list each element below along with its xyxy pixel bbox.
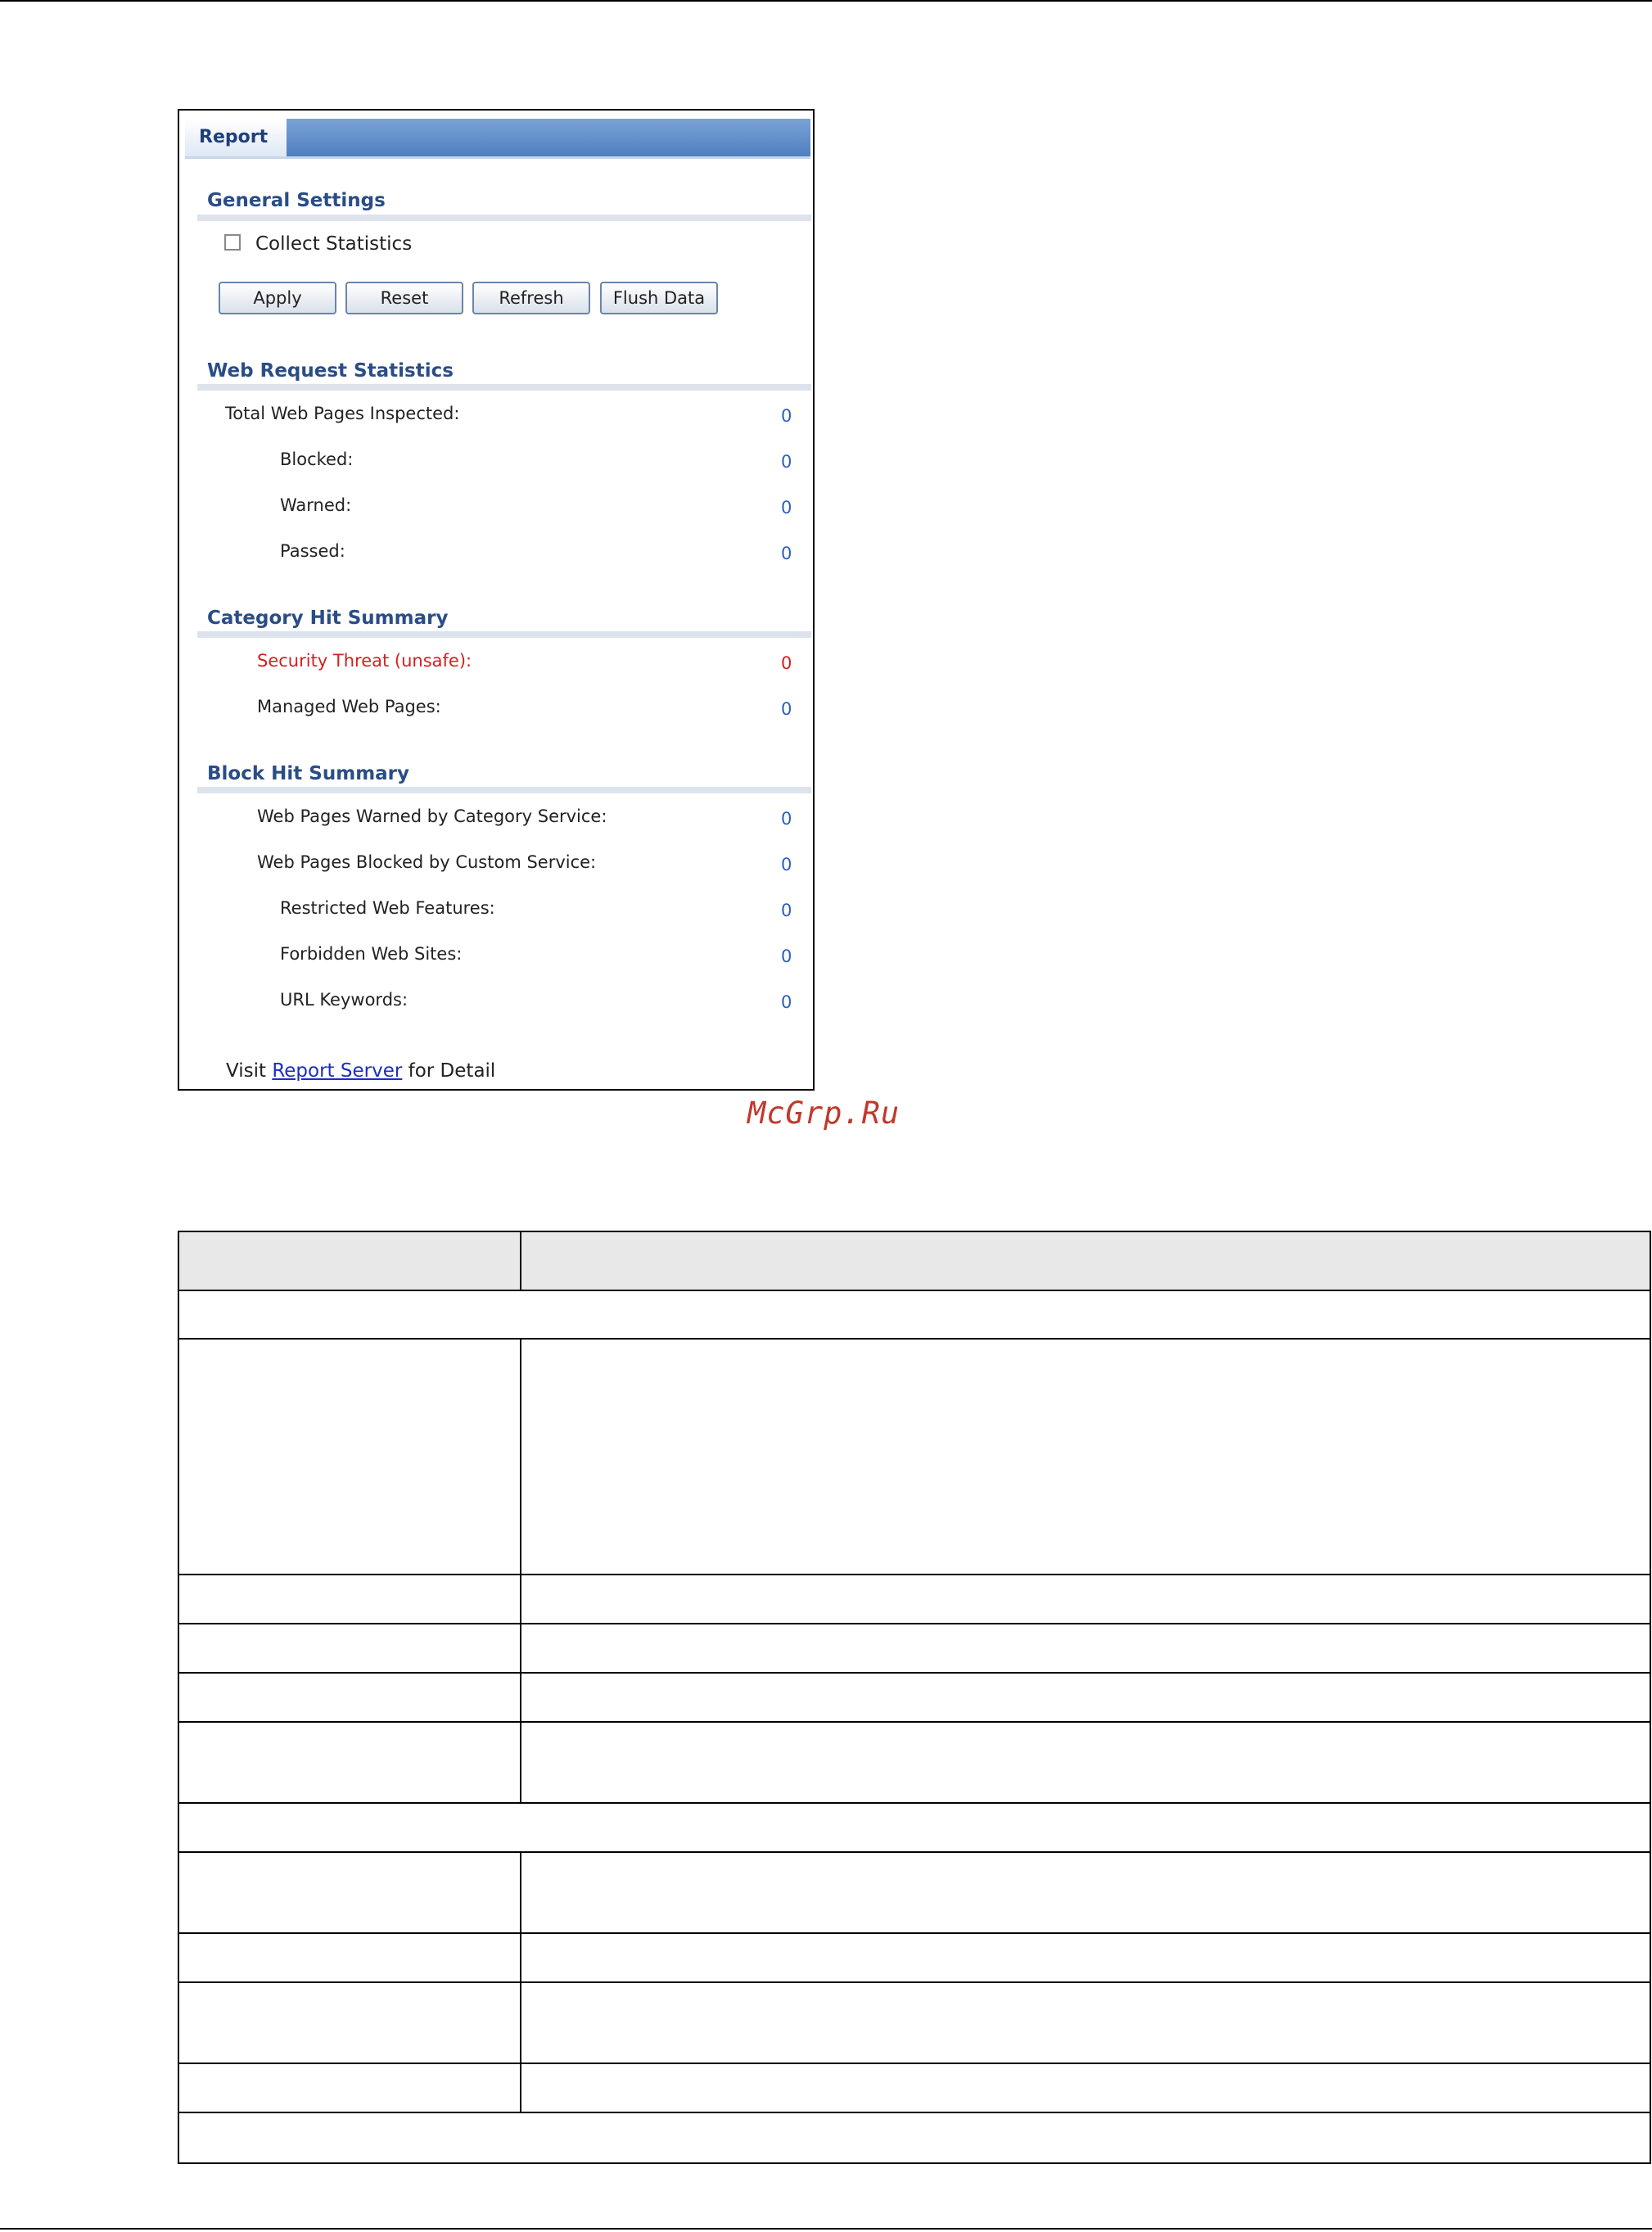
table-cell <box>521 1722 1650 1803</box>
table-cell <box>521 1624 1650 1673</box>
section-divider <box>197 215 811 221</box>
forbidden-web-sites-value: 0 <box>781 947 792 966</box>
table-cell <box>178 1290 1650 1339</box>
warned-label: Warned: <box>280 495 352 515</box>
table-cell <box>521 1852 1650 1933</box>
table-row <box>178 1673 1650 1722</box>
table-cell <box>178 2063 521 2112</box>
security-threat-value: 0 <box>781 653 792 673</box>
visit-report-server-line <box>226 1060 495 1082</box>
reset-button[interactable]: Reset <box>345 282 463 314</box>
refresh-button[interactable]: Refresh <box>472 282 590 314</box>
block-hit-summary-title: Block Hit Summary <box>207 763 410 784</box>
category-hit-summary-title: Category Hit Summary <box>207 608 449 629</box>
warned-value: 0 <box>781 498 792 517</box>
forbidden-web-sites-label: Forbidden Web Sites: <box>280 944 463 964</box>
watermark-text: McGrp.Ru <box>747 1096 900 1131</box>
warned-by-category-value: 0 <box>781 809 792 829</box>
table-cell <box>178 1673 521 1722</box>
bottom-rule <box>0 2228 1652 2230</box>
blocked-by-custom-label: Web Pages Blocked by Custom Service: <box>257 852 597 872</box>
restricted-web-features-value: 0 <box>781 901 792 920</box>
table-row <box>178 1339 1650 1575</box>
total-web-pages-inspected-label: Total Web Pages Inspected: <box>225 404 460 423</box>
table-row <box>178 1290 1650 1339</box>
table-row <box>178 1803 1650 1852</box>
section-divider <box>197 384 811 391</box>
table-cell <box>178 1933 521 1982</box>
table-cell <box>521 1575 1650 1624</box>
url-keywords-label: URL Keywords: <box>280 990 408 1010</box>
table-row <box>178 1933 1650 1982</box>
table-header-row <box>178 1231 1650 1290</box>
restricted-web-features-label: Restricted Web Features: <box>280 898 495 918</box>
blocked-by-custom-value: 0 <box>781 855 792 874</box>
flush-data-button[interactable]: Flush Data <box>600 282 718 314</box>
table-cell <box>521 1982 1650 2063</box>
table-row <box>178 1722 1650 1803</box>
passed-value: 0 <box>781 544 792 563</box>
report-panel <box>178 109 815 1091</box>
table-cell <box>178 1982 521 2063</box>
table-cell <box>178 2112 1650 2163</box>
total-web-pages-inspected-value: 0 <box>781 406 792 426</box>
table-cell <box>521 2063 1650 2112</box>
apply-button[interactable]: Apply <box>219 282 336 314</box>
table-cell <box>178 1722 521 1803</box>
table-row <box>178 1852 1650 1933</box>
tab-bar <box>185 119 810 159</box>
table-cell <box>521 1339 1650 1575</box>
table-cell <box>178 1575 521 1624</box>
table-row <box>178 1575 1650 1624</box>
passed-label: Passed: <box>280 541 345 561</box>
collect-statistics-label: Collect Statistics <box>255 233 413 255</box>
table-row <box>178 2112 1650 2163</box>
table-cell <box>178 1803 1650 1852</box>
table-cell <box>178 1624 521 1673</box>
visit-prefix: Visit <box>226 1060 273 1082</box>
section-divider <box>197 631 811 638</box>
tab-report[interactable]: Report <box>185 119 287 156</box>
section-divider <box>197 787 811 793</box>
blocked-label: Blocked: <box>280 450 354 469</box>
visit-suffix: for Detail <box>402 1060 496 1082</box>
blocked-value: 0 <box>781 452 792 472</box>
web-request-statistics-title: Web Request Statistics <box>207 360 454 382</box>
table-cell <box>178 1339 521 1575</box>
managed-web-pages-label: Managed Web Pages: <box>257 697 441 716</box>
table-cell <box>178 1231 521 1290</box>
table-row <box>178 1982 1650 2063</box>
table-cell <box>521 1933 1650 1982</box>
table-row <box>178 1624 1650 1673</box>
security-threat-label: Security Threat (unsafe): <box>257 651 472 671</box>
table-cell <box>521 1673 1650 1722</box>
managed-web-pages-value: 0 <box>781 699 792 719</box>
table-row <box>178 2063 1650 2112</box>
collect-statistics-checkbox[interactable] <box>224 234 241 251</box>
warned-by-category-label: Web Pages Warned by Category Service: <box>257 807 607 826</box>
table-cell <box>178 1852 521 1933</box>
table-cell <box>521 1231 1650 1290</box>
field-description-table <box>178 1231 1651 2164</box>
report-server-link[interactable]: Report Server <box>272 1060 403 1082</box>
general-settings-title: General Settings <box>207 190 386 211</box>
url-keywords-value: 0 <box>781 992 792 1012</box>
top-rule <box>0 0 1652 2</box>
